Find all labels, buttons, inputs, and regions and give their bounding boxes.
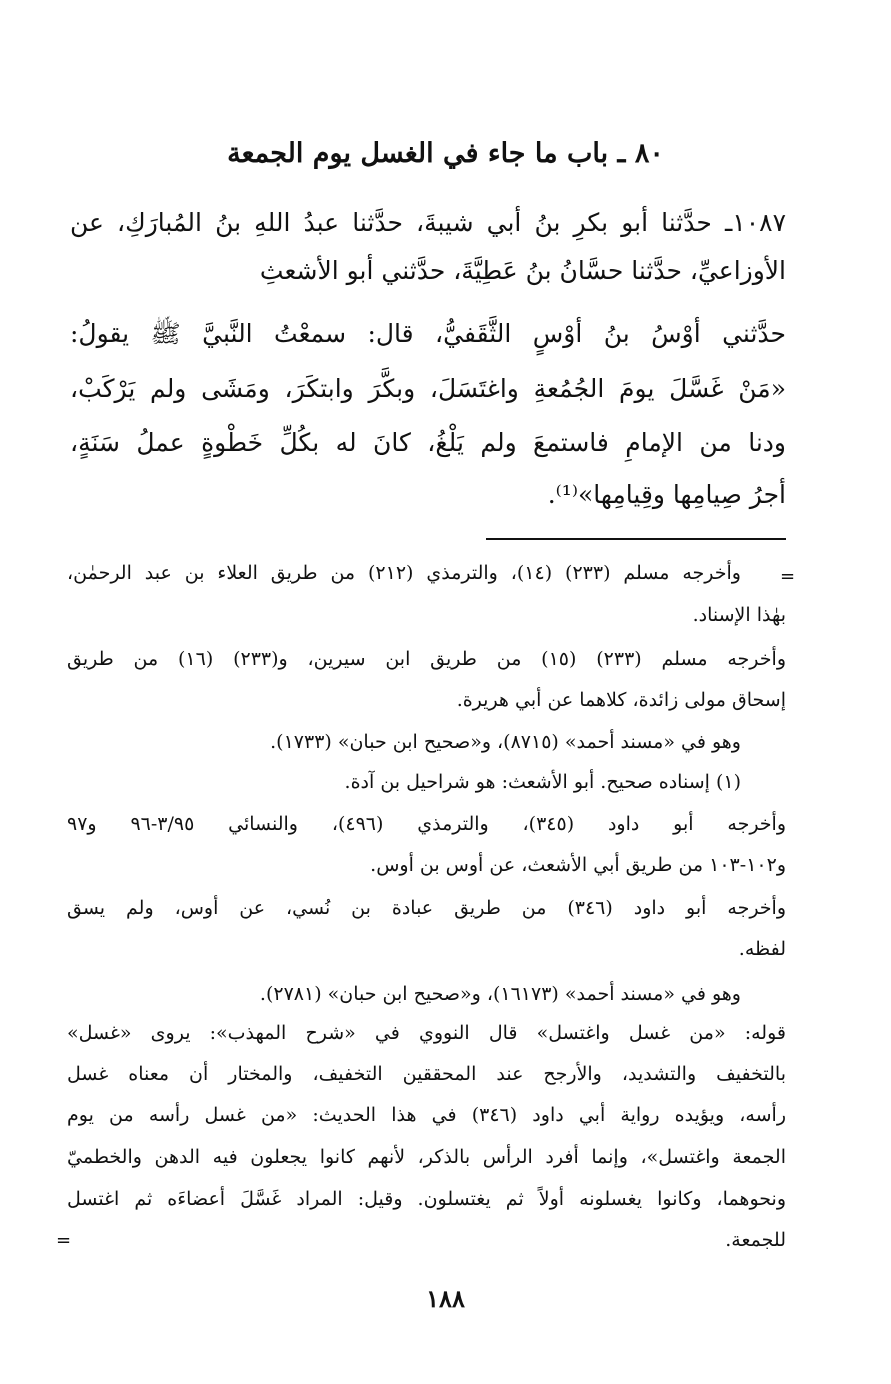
isnad-line: ١٠٨٧ـ حدَّثنا أبو بكرِ بنُ أبي شيبةَ، حدَّثنا عبدُ اللهِ بنُ المُبارَكِ، عن	[70, 208, 786, 237]
continuation-marker: =	[56, 1230, 72, 1251]
footnote-line: ونحوهما، وكانوا يغسلونه أولاً ثم يغتسلون. وقيل: المراد غَسَّلَ أعضاءَه ثم اغتسل	[67, 1188, 786, 1210]
footnote-line: وأخرجه مسلم (٢٣٣) (١٤)، والترمذي (٢١٢) من طريق العلاء بن عبد الرحمٰن،	[67, 562, 741, 584]
matn-line: حدَّثني أوْسُ بنُ أوْسٍ الثَّقَفيُّ، قال: سمعْتُ النَّبيَّ ﷺ يقولُ:	[70, 319, 786, 348]
footnote-line: بالتخفيف والتشديد، والأرجح عند المحققين التخفيف، والمختار أن معناه غسل	[67, 1063, 786, 1085]
footnote-line: للجمعة.	[725, 1229, 786, 1251]
page-number: ١٨٨	[426, 1284, 465, 1313]
footnote-line: الجمعة واغتسل»، وإنما أفرد الرأس بالذكر، لأنهم كانوا يجعلون فيه الدهن والخطميّ	[67, 1146, 786, 1168]
footnote-line: قوله: «من غسل واغتسل» قال النووي في «شرح المهذب»: يروى «غسل»	[67, 1022, 786, 1044]
footnote-line: وأخرجه أبو داود (٣٤٥)، والترمذي (٤٩٦)، والنسائي ٣/٩٥-٩٦ و٩٧	[67, 813, 786, 835]
footnote-line: رأسه، ويؤيده رواية أبي داود (٣٤٦) في هذا الحديث: «من غسل رأسه من يوم	[67, 1104, 786, 1126]
matn-line: «مَنْ غَسَّلَ يومَ الجُمُعةِ واغتَسَلَ، وبكَّرَ وابتكَرَ، ومَشَى ولم يَرْكَبْ،	[70, 374, 786, 403]
continuation-marker: =	[780, 566, 796, 587]
footnote-line: وهو في «مسند أحمد» (٨٧١٥)، و«صحيح ابن حبان» (١٧٣٣).	[270, 731, 741, 753]
isnad-line: الأوزاعيِّ، حدَّثنا حسَّانُ بنُ عَطِيَّةَ، حدَّثني أبو الأشعثِ	[259, 256, 786, 285]
footnote-line: و١٠٢-١٠٣ من طريق أبي الأشعث، عن أوس بن أوس.	[370, 854, 786, 876]
footnote-line: (١) إسناده صحيح. أبو الأشعث: هو شراحيل بن آدة.	[344, 771, 741, 793]
footnote-line: وهو في «مسند أحمد» (١٦١٧٣)، و«صحيح ابن حبان» (٢٧٨١).	[259, 983, 741, 1005]
matn-line: أجرُ صِيامِها وقِيامِها»⁽¹⁾.	[547, 480, 786, 509]
footnote-divider	[486, 538, 786, 540]
footnote-line: وأخرجه مسلم (٢٣٣) (١٥) من طريق ابن سيرين، و(٢٣٣) (١٦) من طريق	[67, 648, 786, 670]
footnote-line: بهٰذا الإسناد.	[692, 604, 786, 626]
matn-line: ودنا من الإمامِ فاستمعَ ولم يَلْغُ، كانَ له بكُلِّ خَطْوةٍ عملُ سَنَةٍ،	[70, 428, 786, 457]
footnote-line: لفظه.	[738, 938, 786, 960]
footnote-line: وأخرجه أبو داود (٣٤٦) من طريق عبادة بن نُسي، عن أوس، ولم يسق	[67, 897, 786, 919]
footnote-line: إسحاق مولى زائدة، كلاهما عن أبي هريرة.	[456, 689, 786, 711]
chapter-heading: ٨٠ ـ باب ما جاء في الغسل يوم الجمعة	[227, 138, 664, 169]
